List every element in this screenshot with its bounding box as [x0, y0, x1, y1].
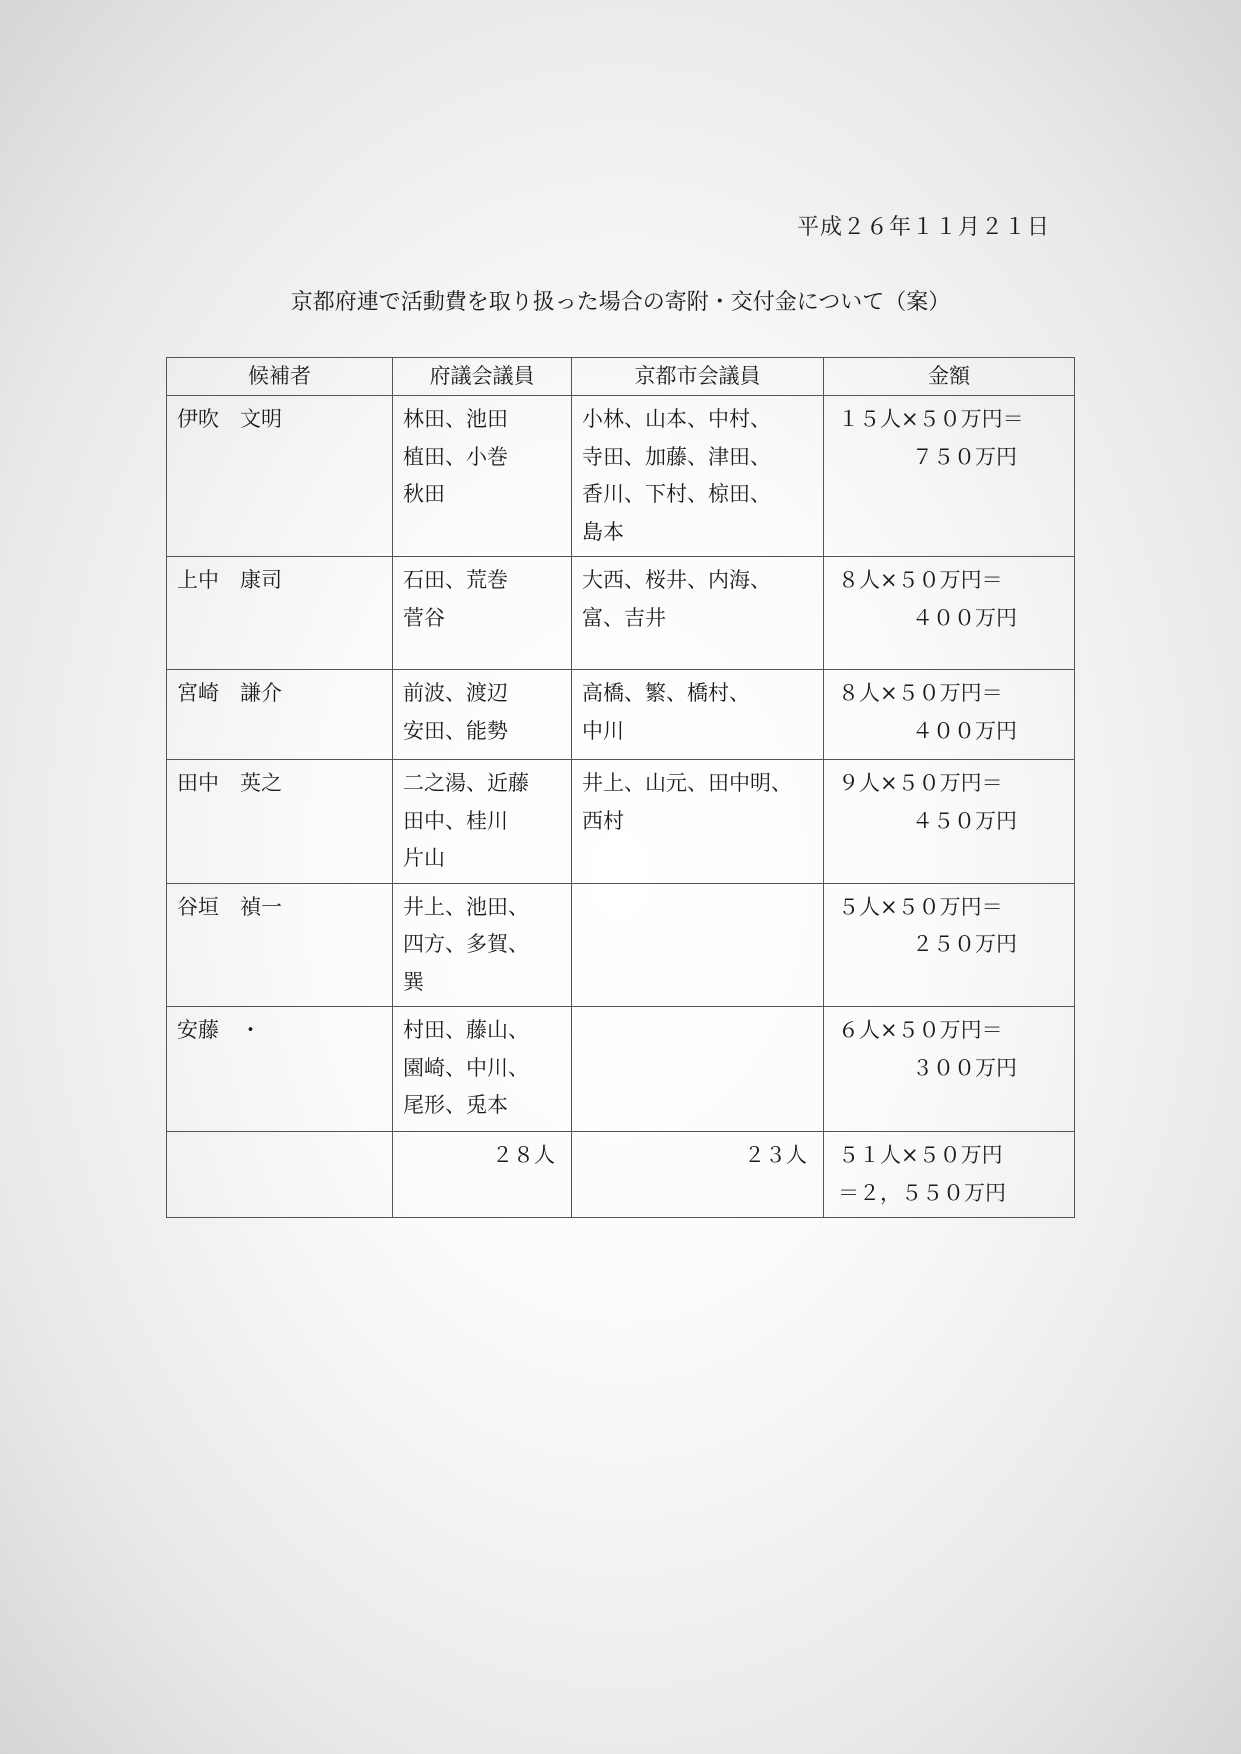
member-line: 寺田、加藤、津田、 — [582, 444, 771, 469]
member-line: 林田、池田 — [403, 407, 508, 431]
member-line: 高橋、繁、橋村、 — [582, 681, 750, 705]
amount-cell — [824, 883, 1075, 1007]
header-prefectural-assembly: 府議会議員 — [393, 358, 572, 396]
member-line: 大西、桜井、内海、 — [582, 568, 771, 592]
header-amount: 金額 — [824, 358, 1075, 396]
member-line: 田中、桂川 — [403, 808, 508, 833]
city-members-cell — [572, 396, 824, 557]
member-line: 石田、荒巻 — [403, 568, 508, 592]
member-line: 前波、渡辺 — [403, 681, 508, 705]
candidate-cell: 宮崎 謙介 — [167, 670, 393, 760]
member-line: 小林、山本、中村、 — [582, 407, 771, 431]
pref-members-cell — [393, 670, 572, 760]
member-line: 井上、池田、 — [403, 894, 529, 919]
amount-formula: ８人×５０万円＝ — [838, 568, 1003, 592]
amount-cell — [824, 1007, 1075, 1132]
table-row — [167, 396, 1075, 557]
header-candidate: 候補者 — [167, 358, 393, 396]
member-line: 島本 — [582, 519, 624, 544]
amount-formula: ９人×５０万円＝ — [838, 771, 1003, 795]
city-members-cell — [572, 760, 824, 884]
document-title: 京都府連で活動費を取り扱った場合の寄附・交付金について（案） — [290, 290, 951, 315]
amount-result: ７５０万円 — [912, 444, 1017, 469]
amount-formula: ６人×５０万円＝ — [838, 1018, 1003, 1042]
city-members-cell — [572, 883, 824, 1007]
table-row — [167, 883, 1075, 1007]
table-row — [167, 557, 1075, 670]
total-pref-count: ２８人 — [393, 1132, 572, 1218]
amount-result: ２５０万円 — [912, 932, 1017, 956]
member-line: 園崎、中川、 — [403, 1055, 529, 1080]
total-city-count: ２３人 — [572, 1132, 824, 1218]
pref-members-cell — [393, 883, 572, 1007]
table-row — [167, 760, 1075, 884]
amount-cell — [824, 670, 1075, 760]
member-line: 片山 — [403, 846, 445, 870]
member-line: 二之湯、近藤 — [403, 771, 529, 795]
candidate-cell: 伊吹 文明 — [167, 396, 393, 557]
city-members-cell — [572, 670, 824, 760]
amount-cell — [824, 396, 1075, 557]
amount-result: ４００万円 — [912, 605, 1017, 630]
total-amount-formula: ５１人×５０万円 — [838, 1143, 1003, 1167]
pref-members-cell — [393, 557, 572, 670]
candidate-cell: 安藤 ・ — [167, 1007, 393, 1132]
candidate-cell: 谷垣 禎一 — [167, 883, 393, 1007]
amount-cell — [824, 760, 1075, 884]
amount-result: ４００万円 — [912, 718, 1017, 743]
city-members-cell — [572, 1007, 824, 1132]
table-header-row — [167, 358, 1075, 396]
member-line: 中川 — [582, 718, 624, 743]
amount-formula: ８人×５０万円＝ — [838, 681, 1003, 705]
amount-result: ４５０万円 — [912, 808, 1017, 833]
pref-members-cell — [393, 396, 572, 557]
candidate-cell: 田中 英之 — [167, 760, 393, 884]
member-line: 秋田 — [403, 482, 445, 506]
document-date: 平成２６年１１月２１日 — [796, 215, 1050, 240]
amount-cell — [824, 557, 1075, 670]
member-line: 富、吉井 — [582, 605, 666, 630]
amount-formula: １５人×５０万円＝ — [838, 407, 1024, 431]
header-city-assembly: 京都市会議員 — [572, 358, 824, 396]
total-amount-result: ＝２，５５０万円 — [838, 1180, 1006, 1205]
amount-formula: ５人×５０万円＝ — [838, 894, 1003, 919]
table-row — [167, 1007, 1075, 1132]
amount-result: ３００万円 — [912, 1055, 1017, 1080]
member-line: 尾形、兎本 — [403, 1093, 508, 1117]
total-label-cell — [167, 1132, 393, 1218]
donation-table — [166, 357, 1075, 1218]
pref-members-cell — [393, 760, 572, 884]
total-amount-cell — [824, 1132, 1075, 1218]
member-line: 安田、能勢 — [403, 718, 508, 743]
city-members-cell — [572, 557, 824, 670]
member-line: 菅谷 — [403, 605, 445, 630]
table-row — [167, 670, 1075, 760]
member-line: 井上、山元、田中明、 — [582, 771, 792, 795]
member-line: 香川、下村、椋田、 — [582, 482, 771, 506]
member-line: 植田、小巻 — [403, 444, 508, 469]
pref-members-cell — [393, 1007, 572, 1132]
member-line: 西村 — [582, 808, 624, 833]
member-line: 四方、多賀、 — [403, 932, 529, 956]
member-line: 巽 — [403, 969, 424, 994]
candidate-cell: 上中 康司 — [167, 557, 393, 670]
total-row — [167, 1132, 1075, 1218]
member-line: 村田、藤山、 — [403, 1018, 529, 1042]
